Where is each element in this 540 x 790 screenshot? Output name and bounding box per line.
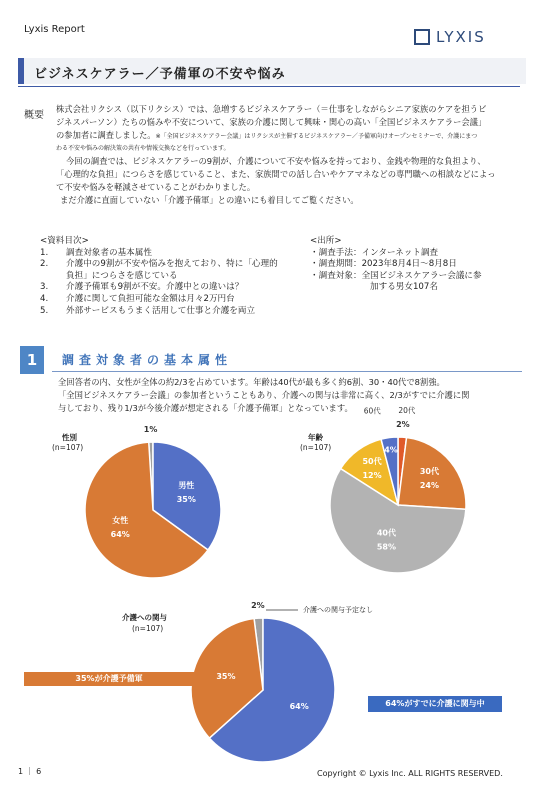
- pie-slice-name: 男性: [178, 481, 195, 491]
- page-number: 1 ｜ 6: [18, 767, 42, 776]
- toc-text: 介護予備軍も9割が不安。介護中との違いは？: [66, 282, 244, 293]
- toc-num: 5.: [40, 305, 49, 316]
- overview-note: ※「全国ビジネスケアラー会議」はリクシスが主催するビジネスケアラー／予備軍向けオープンセミナーで、介護にまつ: [155, 133, 478, 140]
- pie-slice-name: 30代: [419, 466, 440, 476]
- age-chart-n: (n=107): [300, 443, 332, 452]
- toc-text: 外部サービスもうまく活用して仕事と介護を両立: [66, 305, 256, 316]
- pie-value-label: 4%: [384, 445, 398, 455]
- toc-text: 調査対象者の基本属性: [66, 247, 152, 258]
- pie-slice-name: 40代: [376, 528, 397, 538]
- section-number: 1: [20, 346, 44, 374]
- age-pie: [330, 405, 466, 573]
- overview-line: ジネスパーソン）たちの悩みや不安について、家族の介護に関して興味・関心の高い「全国ビジネスケアラー会議」: [56, 117, 487, 127]
- pie-slice-name: 女性: [112, 516, 129, 526]
- gender-chart-n: (n=107): [52, 443, 84, 452]
- section-body-line: 与しており、残り1/3が今後介護が想定される「介護予備軍」となっています。: [58, 403, 353, 413]
- pie-value-label: 12%: [362, 471, 382, 481]
- overview-line: て不安や悩みを軽減させていることがわかりました。: [56, 182, 256, 192]
- source-heading: <出所>: [310, 236, 342, 246]
- overview-line: の参加者に調査しました。: [56, 130, 156, 140]
- overview-label: 概要: [24, 110, 44, 121]
- pie-value-label: 58%: [376, 542, 397, 552]
- toc-heading: <資料目次>: [40, 236, 89, 246]
- pie-value-label: 35%: [176, 495, 196, 505]
- copyright: Copyright © Lyxis Inc. ALL RIGHTS RESERVED.: [317, 769, 503, 778]
- report-label: Lyxis Report: [24, 24, 85, 35]
- toc-num: 4.: [40, 293, 49, 304]
- logo-text: LYXIS: [436, 28, 486, 46]
- source-item: ・調査対象：全国ビジネスケアラー会議に参: [310, 270, 482, 281]
- involvement-chart-label: 介護への関与: [122, 613, 167, 622]
- section-title: 調査対象者の基本属性: [62, 353, 233, 367]
- overview-line: 株式会社リクシス（以下リクシス）では、急増するビジネスケアラー（＝仕事をしながらシニア家族のケアを担うビ: [56, 104, 487, 114]
- pie-slice-name: 20代: [398, 406, 416, 416]
- pie-slice-name: 60代: [363, 406, 381, 416]
- pie-value-label: 24%: [419, 480, 440, 490]
- involvement-chart-n: (n=107): [132, 624, 164, 633]
- overview-line: 今回の調査では、ビジネスケアラーの9割が、介護について不安や悩みを持っており、金銭や物理的な負担より、: [66, 156, 486, 166]
- toc-num: 2.: [40, 259, 49, 270]
- toc-num: 3.: [40, 282, 49, 293]
- overview-line: 「心理的な負担」につらさを感じていること、また、家族間での話し合いやケアマネなどの専門職への相談などによっ: [56, 169, 496, 179]
- pie-value-label: 1%: [143, 425, 158, 435]
- age-chart-label: 年齢: [308, 433, 323, 442]
- pie-value-label: 64%: [110, 530, 130, 540]
- pie-slice-name: 50代: [362, 457, 382, 467]
- source-item: 加する男女107名: [370, 282, 438, 293]
- pie-value-label: 2%: [396, 420, 410, 430]
- section-body-line: 「全国ビジネスケアラー会議」の参加者ということもあり、介護への関与は非常に高く、2/3がすでに介護に関: [58, 390, 470, 400]
- pie-value-label: 64%: [289, 702, 309, 712]
- overview-line: まだ介護に直面していない「介護予備軍」との違いにも着目してご覧ください。: [60, 195, 359, 205]
- gender-chart-label: 性別: [62, 433, 77, 442]
- source-item: ・調査期間：2023年8月4日〜8月8日: [310, 259, 457, 270]
- page-title: ビジネスケアラー／予備軍の不安や悩み: [34, 67, 286, 82]
- callout-caregiving-now: 64%がすでに介護に関与中: [368, 696, 502, 712]
- callout-none: 介護への関与予定なし: [303, 606, 373, 614]
- toc-text: 介護中の9割が不安や悩みを抱えており、特に「心理的: [66, 259, 278, 270]
- toc-text: 介護に関して負担可能な金額は月々2万円台: [66, 293, 235, 304]
- toc-text: 負担」につらさを感じている: [66, 270, 178, 281]
- pie-value-label: 2%: [251, 601, 265, 611]
- involvement-pie: [191, 601, 335, 762]
- toc-num: 1.: [40, 247, 49, 258]
- callout-caregiver-reserve: 35%が介護予備軍: [24, 672, 194, 686]
- overview-note: わる不安や悩みの解決策の共有や情報交換などを行っています。: [56, 145, 230, 152]
- gender-pie: [85, 425, 221, 578]
- section-body-line: 全回答者の内、女性が全体の約2/3を占めています。年齢は40代が最も多く約6割、30・40代で8割強。: [58, 377, 445, 387]
- source-item: ・調査手法：インターネット調査: [310, 247, 439, 258]
- pie-value-label: 35%: [216, 672, 236, 682]
